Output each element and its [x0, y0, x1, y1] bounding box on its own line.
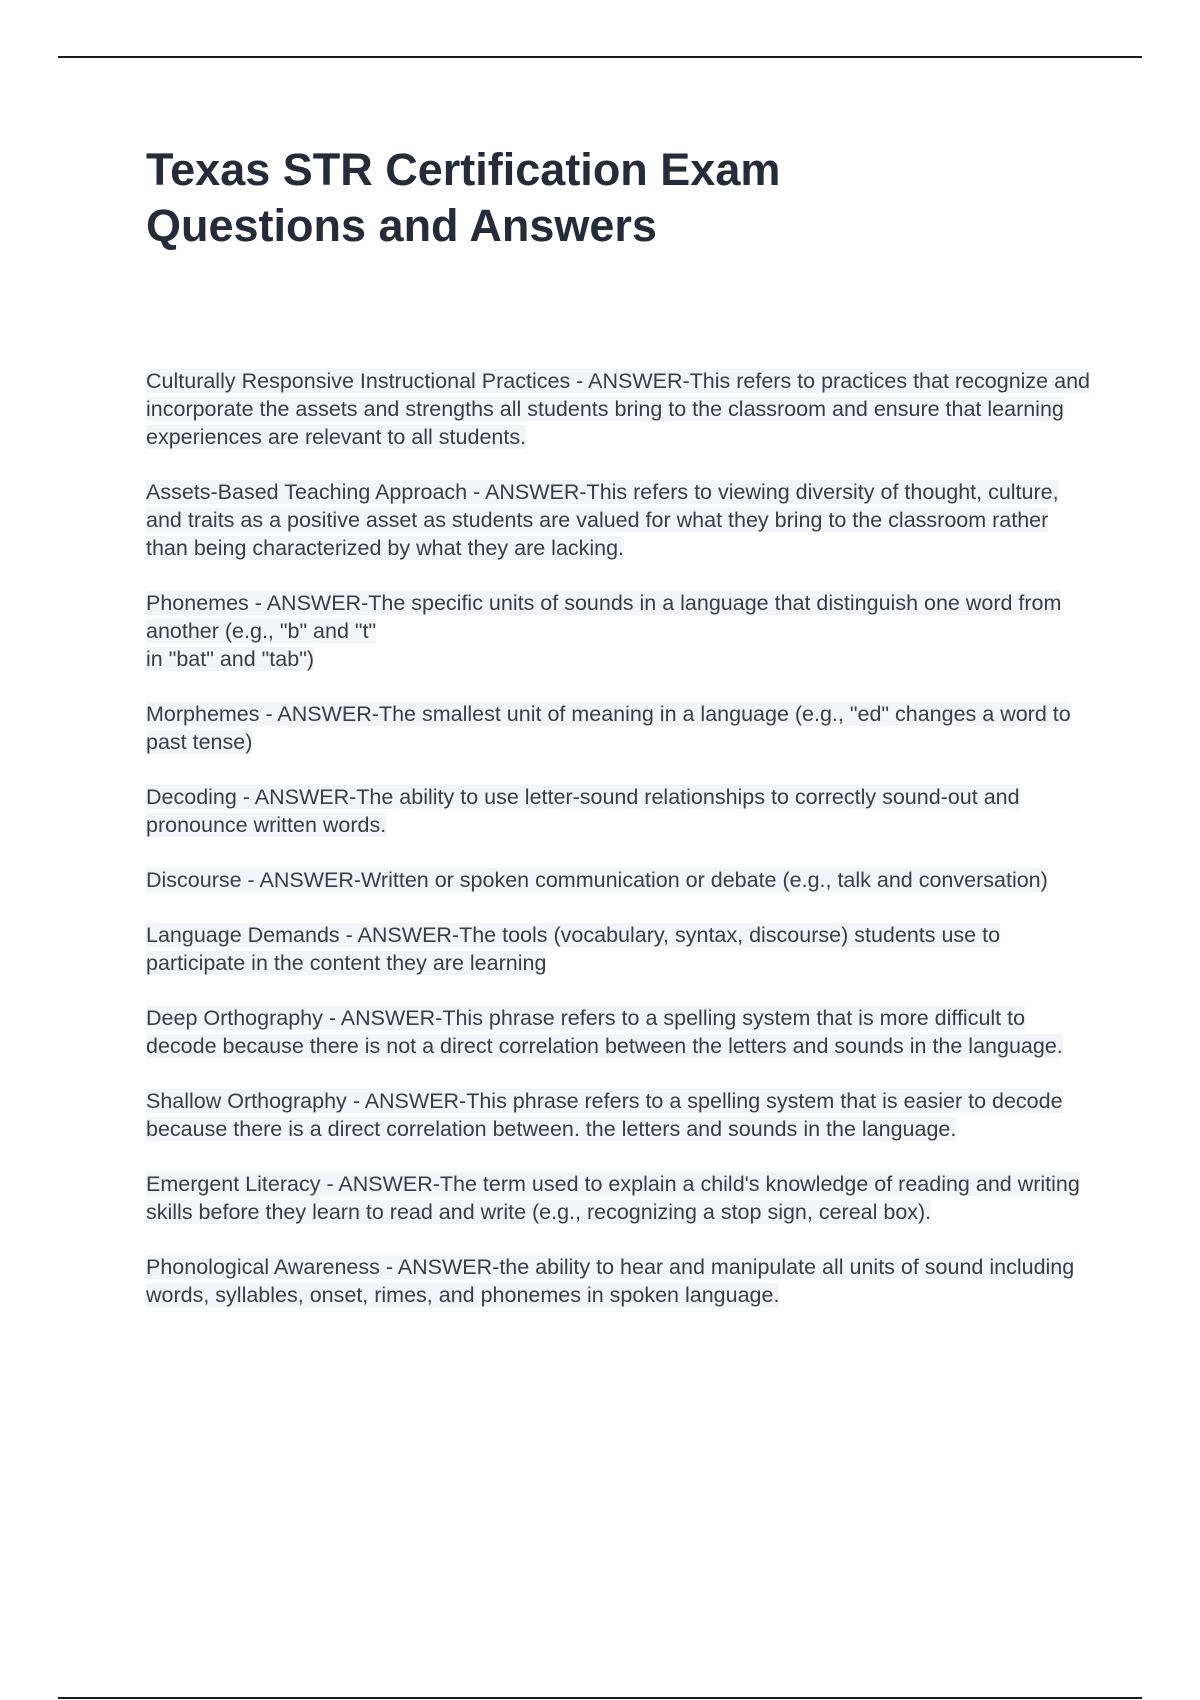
- qa-item-decoding: [146, 783, 1096, 839]
- qa-item-discourse: [146, 866, 1096, 894]
- qa-text: Morphemes - ANSWER-The smallest unit of meaning in a language (e.g., "ed" changes a word to past tense): [146, 702, 1071, 754]
- title-line-1: Texas STR Certification Exam: [146, 144, 781, 195]
- qa-list: [146, 367, 1096, 1336]
- qa-text: Assets-Based Teaching Approach - ANSWER-This refers to viewing diversity of thought, culture, and traits as a positive asset as students are valued for what they bring to the classroom rather than being characterized by what they are lacking.: [146, 480, 1059, 560]
- qa-text: Discourse - ANSWER-Written or spoken communication or debate (e.g., talk and conversation): [146, 868, 1048, 892]
- qa-item-language-demands: [146, 921, 1096, 977]
- document-title: [146, 142, 1086, 254]
- top-rule: [58, 56, 1142, 58]
- qa-text: Decoding - ANSWER-The ability to use letter-sound relationships to correctly sound-out and pronounce written words.: [146, 785, 1020, 837]
- qa-text: Emergent Literacy - ANSWER-The term used to explain a child's knowledge of reading and writing skills before they learn to read and write (e.g., recognizing a stop sign, cereal box).: [146, 1172, 1080, 1224]
- qa-text: Language Demands - ANSWER-The tools (vocabulary, syntax, discourse) students use to participate in the content they are learning: [146, 923, 1001, 975]
- qa-text: Culturally Responsive Instructional Practices - ANSWER-This refers to practices that recognize and incorporate the assets and strengths all students bring to the classroom and ensure that learning experiences are relevant to all students.: [146, 369, 1090, 449]
- qa-text: Phonological Awareness - ANSWER-the ability to hear and manipulate all units of sound including words, syllables, onset, rimes, and phonemes in spoken language.: [146, 1255, 1075, 1307]
- qa-item-deep-orthography: [146, 1004, 1096, 1060]
- qa-text: Deep Orthography - ANSWER-This phrase refers to a spelling system that is more difficult to decode because there is not a direct correlation between the letters and sounds in the language.: [146, 1006, 1063, 1058]
- qa-item-phonemes: [146, 589, 1096, 673]
- qa-text: Phonemes - ANSWER-The specific units of sounds in a language that distinguish one word from another (e.g., "b" and "t" in "bat" and "tab"): [146, 591, 1062, 671]
- qa-text: Shallow Orthography - ANSWER-This phrase refers to a spelling system that is easier to decode because there is a direct correlation between. the letters and sounds in the language.: [146, 1089, 1063, 1141]
- bottom-rule: [58, 1697, 1142, 1699]
- qa-item-culturally-responsive: [146, 367, 1096, 451]
- title-line-2: Questions and Answers: [146, 200, 657, 251]
- qa-item-assets-based: [146, 478, 1096, 562]
- qa-item-shallow-orthography: [146, 1087, 1096, 1143]
- qa-item-phonological-awareness: [146, 1253, 1096, 1309]
- qa-item-morphemes: [146, 700, 1096, 756]
- qa-item-emergent-literacy: [146, 1170, 1096, 1226]
